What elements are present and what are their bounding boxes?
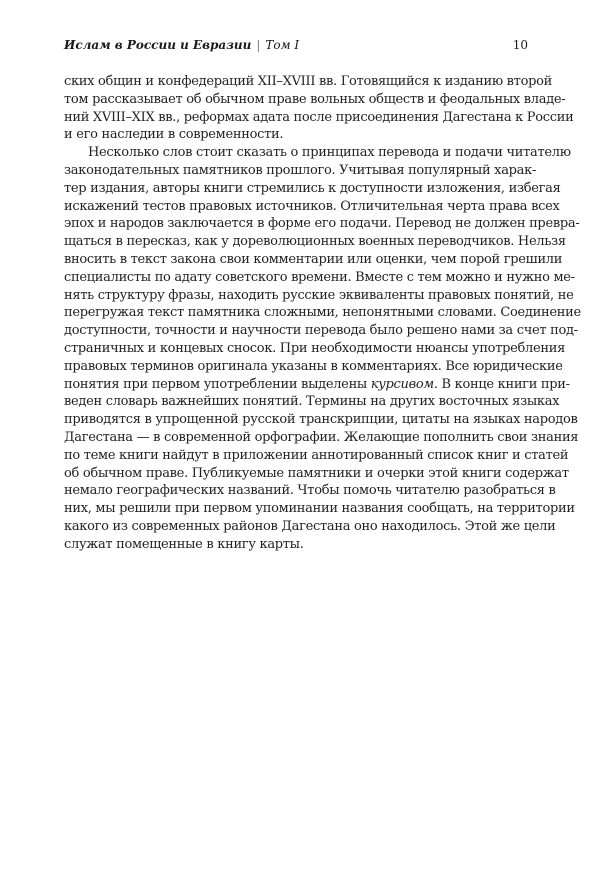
running-head — [64, 38, 299, 52]
text-line: об обычном праве. Публикуемые памятники и очерки этой книги содержат — [64, 465, 569, 481]
text-line: нять структуру фразы, находить русские эквиваленты правовых понятий, не — [64, 287, 574, 303]
text-line: по теме книги найдут в приложении аннотированный список книг и статей — [64, 447, 569, 463]
italic-term: курсивом — [370, 376, 434, 392]
text-line: щаться в пересказ, как у дореволюционных военных переводчиков. Нельзя — [64, 234, 566, 250]
text-line: доступности, точности и научности перевода было решено нами за счет под- — [64, 323, 578, 339]
text-line: веден словарь важнейших понятий. Термины на других восточных языках — [64, 394, 560, 410]
text-line: ний XVIII–XIX вв., реформах адата после присоединения Дагестана к России — [64, 109, 574, 125]
text-line: страничных и концевых сносок. При необходимости нюансы употребления — [64, 340, 566, 356]
text-line: какого из современных районов Дагестана оно находилось. Этой же цели — [64, 518, 556, 534]
text-line: немало географических названий. Чтобы помочь читателю разобраться в — [64, 483, 556, 499]
text-line: специалисты по адату советского времени. Вместе с тем можно и нужно ме- — [64, 269, 575, 285]
text-line: законодательных памятников прошлого. Учитывая популярный харак- — [64, 162, 537, 178]
text-line: служат помещенные в книгу карты. — [64, 536, 304, 552]
text-line: Несколько слов стоит сказать о принципах перевода и подачи читателю — [88, 145, 571, 161]
text-line: вносить в текст закона свои комментарии или оценки, чем порой грешили — [64, 251, 563, 267]
text-line: понятия при первом употреблении выделены курсивом. В конце книги при- — [64, 376, 570, 392]
running-head-volume: Том I — [265, 38, 300, 52]
text-line: эпох и народов заключается в форме его подачи. Перевод не должен превра- — [64, 216, 580, 232]
page-header — [64, 38, 528, 56]
text-line: Дагестана — в современной орфографии. Желающие пополнить свои знания — [64, 429, 579, 445]
text-line: них, мы решили при первом упоминании названия сообщать, на территории — [64, 501, 575, 517]
running-head-title: Ислам в России и Евразии — [64, 38, 252, 52]
text-line: приводятся в упрощенной русской транскрипции, цитаты на языках народов — [64, 412, 578, 428]
text-line: тер издания, авторы книги стремились к доступности изложения, избегая — [64, 180, 561, 196]
body-text — [64, 73, 581, 554]
text-line: и его наследии в современности. — [64, 127, 284, 143]
running-head-separator: | — [256, 38, 261, 52]
text-line: искажений тестов правовых источников. Отличительная черта права всех — [64, 198, 560, 214]
text-line: ских общин и конфедераций XII–XVIII вв. Готовящийся к изданию второй — [64, 74, 553, 89]
page-number: 10 — [512, 38, 528, 52]
paragraph — [64, 144, 581, 553]
text-line: правовых терминов оригинала указаны в комментариях. Все юридические — [64, 358, 563, 374]
text-line: том рассказывает об обычном праве вольных обществ и феодальных владе- — [64, 91, 566, 107]
paragraph — [64, 73, 574, 144]
text-line: перегружая текст памятника сложными, непонятными словами. Соединение — [64, 305, 581, 321]
